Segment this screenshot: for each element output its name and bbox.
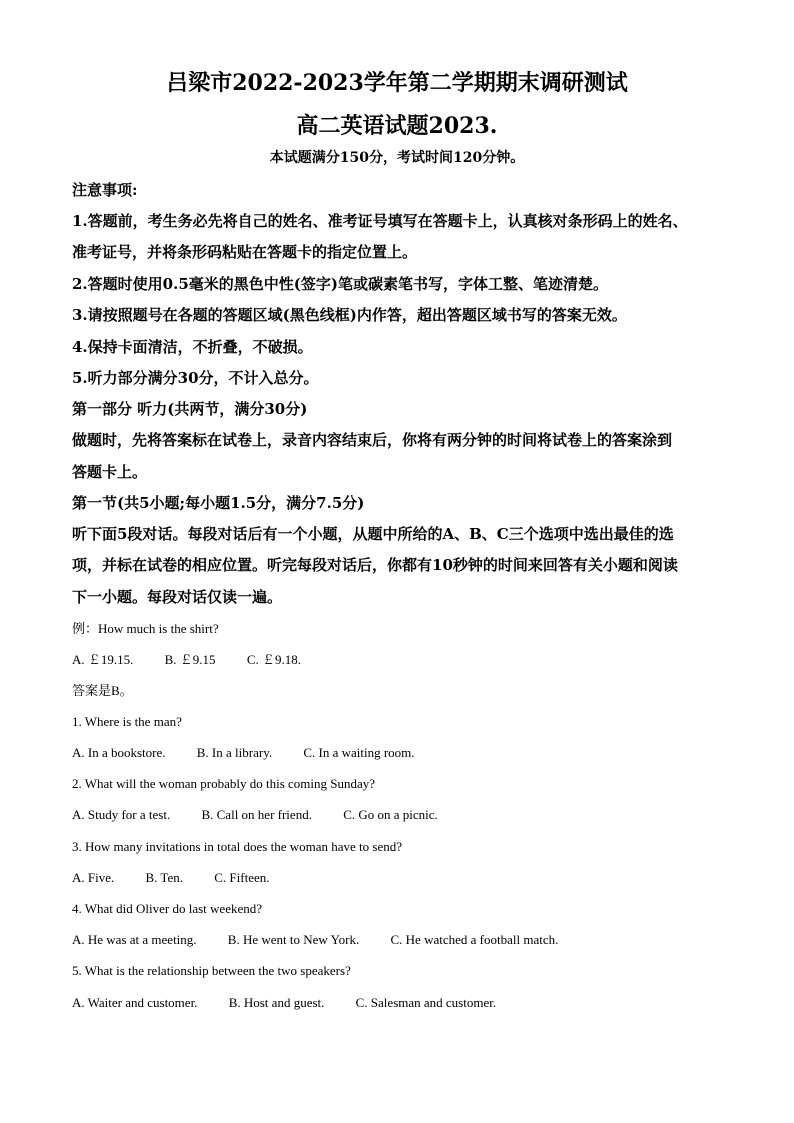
question-4-text: 4. What did Oliver do last weekend? xyxy=(72,901,263,916)
notes-heading: 注意事项: xyxy=(72,181,138,199)
example-options xyxy=(72,653,301,666)
question-4-options xyxy=(72,933,558,946)
question-3-option-c: C. Fifteen. xyxy=(214,870,270,885)
question-1-option-c: C. In a waiting room. xyxy=(303,745,415,760)
question-2-option-c: C. Go on a picnic. xyxy=(343,807,438,822)
question-5-option-a: A. Waiter and customer. xyxy=(72,995,198,1010)
question-1-options xyxy=(72,746,415,759)
question-1-option-a: A. In a bookstore. xyxy=(72,745,166,760)
note-item-3: 3.请按照题号在各题的答题区域(黑色线框)内作答，超出答题区域书写的答案无效。 xyxy=(72,306,627,324)
question-3-option-a: A. Five. xyxy=(72,870,115,885)
example-answer: 答案是B。 xyxy=(72,683,133,698)
part1-heading: 第一部分 听力(共两节，满分30分) xyxy=(72,400,308,418)
note-item-1-line1: 1.答题前，考生务必先将自己的姓名、准考证号填写在答题卡上，认真核对条形码上的姓名、 xyxy=(72,212,688,230)
question-5-options xyxy=(72,996,496,1009)
note-item-5: 5.听力部分满分30分，不计入总分。 xyxy=(72,369,319,387)
question-1-text: 1. Where is the man? xyxy=(72,714,182,729)
note-item-2: 2.答题时使用0.5毫米的黑色中性(签字)笔或碳素笔书写，字体工整、笔迹清楚。 xyxy=(72,275,608,293)
section1-intro-line3: 下一小题。每段对话仅读一遍。 xyxy=(72,588,283,606)
example-option-b: B. ￡9.15 xyxy=(164,652,216,667)
example-option-a: A. ￡19.15. xyxy=(72,652,134,667)
question-2-option-b: B. Call on her friend. xyxy=(201,807,312,822)
question-4-option-c: C. He watched a football match. xyxy=(390,932,559,947)
section1-intro-line2: 项，并标在试卷的相应位置。听完每段对话后，你都有10秒钟的时间来回答有关小题和阅读 xyxy=(72,556,678,574)
example-question: 例：How much is the shirt? xyxy=(72,621,219,636)
question-2-text: 2. What will the woman probably do this coming Sunday? xyxy=(72,776,376,791)
question-4-option-b: B. He went to New York. xyxy=(227,932,360,947)
section1-heading: 第一节(共5小题;每小题1.5分，满分7.5分) xyxy=(72,494,365,512)
question-2-option-a: A. Study for a test. xyxy=(72,807,171,822)
question-5-option-b: B. Host and guest. xyxy=(228,995,325,1010)
note-item-1-line2: 准考证号，并将条形码粘贴在答题卡的指定位置上。 xyxy=(72,243,418,261)
exam-title-line2: 高二英语试题2023. xyxy=(296,113,498,139)
part1-intro-line1: 做题时，先将答案标在试卷上，录音内容结束后，你将有两分钟的时间将试卷上的答案涂到 xyxy=(72,431,673,449)
question-1-option-b: B. In a library. xyxy=(196,745,273,760)
question-3-options xyxy=(72,871,270,884)
note-item-4: 4.保持卡面清洁，不折叠，不破损。 xyxy=(72,338,313,356)
section1-intro-line1: 听下面5段对话。每段对话后有一个小题，从题中所给的A、B、C三个选项中选出最佳的选 xyxy=(72,525,674,543)
question-4-option-a: A. He was at a meeting. xyxy=(72,932,197,947)
question-3-option-b: B. Ten. xyxy=(145,870,183,885)
part1-intro-line2: 答题卡上。 xyxy=(72,463,148,481)
question-3-text: 3. How many invitations in total does the woman have to send? xyxy=(72,839,402,854)
exam-info: 本试题满分150分，考试时间120分钟。 xyxy=(269,150,525,166)
question-2-options xyxy=(72,808,438,821)
example-option-c: C. ￡9.18. xyxy=(246,652,301,667)
exam-title-line1: 吕梁市2022-2023学年第二学期期末调研测试 xyxy=(166,70,628,96)
question-5-text: 5. What is the relationship between the two speakers? xyxy=(72,963,351,978)
question-5-option-c: C. Salesman and customer. xyxy=(355,995,497,1010)
